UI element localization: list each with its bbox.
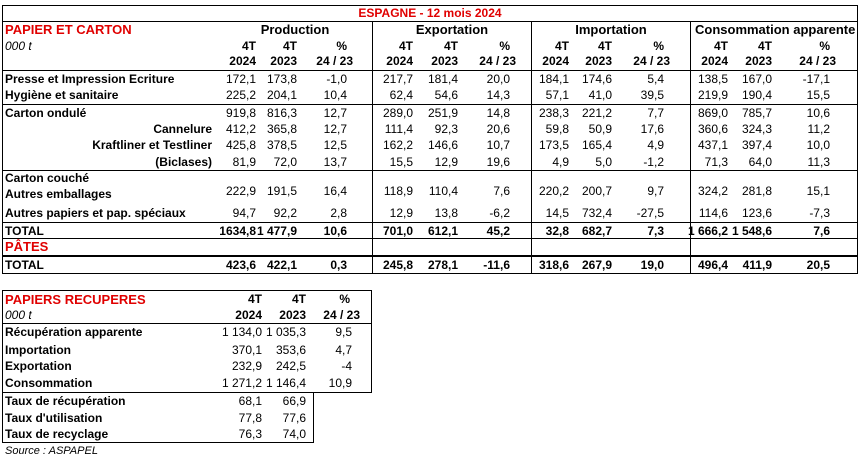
cell-value: 10,4 bbox=[323, 88, 347, 102]
cell-value: 41,0 bbox=[588, 88, 612, 102]
cell-value: 360,6 bbox=[697, 122, 728, 136]
cell-value: -1,2 bbox=[643, 155, 664, 169]
col-head-4t: 4T bbox=[597, 39, 612, 53]
recup-cell-value: 1 134,0 bbox=[221, 325, 262, 339]
cell-value: 217,7 bbox=[382, 72, 413, 86]
cell-value: 173,8 bbox=[266, 72, 297, 86]
recup-mid-border bbox=[2, 392, 371, 393]
total-value: 1 548,6 bbox=[731, 224, 772, 238]
total-value: 682,7 bbox=[581, 224, 612, 238]
cell-value: 365,8 bbox=[266, 122, 297, 136]
table-right-border bbox=[857, 5, 858, 273]
recup-left-border bbox=[2, 290, 3, 443]
recup-head-year-2023: 2023 bbox=[279, 308, 306, 322]
row-label-secondary: Autres emballages bbox=[5, 187, 112, 201]
cell-value: 221,2 bbox=[581, 106, 612, 120]
taux-cell-value: 66,9 bbox=[282, 394, 306, 408]
cell-value: 123,6 bbox=[741, 206, 772, 220]
recup-cell-value: -4 bbox=[341, 359, 352, 373]
row-separator bbox=[2, 104, 857, 105]
cell-value: 62,4 bbox=[389, 88, 413, 102]
row-label: Autres papiers et pap. spéciaux bbox=[5, 206, 186, 220]
cell-value: 81,9 bbox=[232, 155, 256, 169]
col-head-4t: 4T bbox=[282, 39, 297, 53]
col-head-year-2023: 2023 bbox=[431, 54, 458, 68]
total-value: 7,3 bbox=[647, 224, 664, 238]
cell-value: 92,3 bbox=[434, 122, 458, 136]
cell-value: 14,8 bbox=[486, 106, 510, 120]
row-separator bbox=[2, 170, 857, 171]
cell-value: 4,9 bbox=[552, 155, 569, 169]
pates-separator bbox=[2, 255, 857, 257]
cell-value: 20,6 bbox=[486, 122, 510, 136]
cell-value: 110,4 bbox=[428, 184, 458, 198]
recup-row-label: Récupération apparente bbox=[5, 325, 143, 339]
cell-value: 138,5 bbox=[697, 72, 728, 86]
recup-row-label: Exportation bbox=[5, 359, 72, 373]
cell-value: 219,9 bbox=[697, 88, 728, 102]
pates-total-value: -11,6 bbox=[483, 258, 510, 272]
total-value: 32,8 bbox=[545, 224, 569, 238]
pates-title: PÂTES bbox=[5, 239, 49, 254]
cell-value: 13,7 bbox=[323, 155, 347, 169]
cell-value: 59,8 bbox=[545, 122, 569, 136]
taux-row-label: Taux d'utilisation bbox=[5, 411, 103, 425]
pates-total-value: 423,6 bbox=[225, 258, 256, 272]
unit-label: 000 t bbox=[5, 39, 32, 53]
cell-value: 5,4 bbox=[647, 72, 664, 86]
cell-value: 220,2 bbox=[538, 184, 569, 198]
taux-right-border bbox=[313, 392, 314, 443]
cell-value: 190,4 bbox=[741, 88, 772, 102]
source-note: Source : ASPAPEL bbox=[5, 445, 98, 457]
cell-value: 165,4 bbox=[581, 138, 612, 152]
pates-total-value: 411,9 bbox=[742, 258, 772, 272]
pates-total-value: 20,5 bbox=[806, 258, 830, 272]
row-label: (Biclases) bbox=[155, 155, 212, 169]
recup-row-label: Consommation bbox=[5, 376, 93, 390]
section-title: PAPIER ET CARTON bbox=[5, 22, 132, 37]
cell-value: 397,4 bbox=[741, 138, 772, 152]
cell-value: 54,6 bbox=[434, 88, 458, 102]
cell-value: 11,2 bbox=[807, 122, 830, 136]
col-head-year-2023: 2023 bbox=[745, 54, 772, 68]
col-head-ratio: 24 / 23 bbox=[633, 54, 670, 68]
recup-cell-value: 9,5 bbox=[335, 325, 352, 339]
cell-value: 200,7 bbox=[581, 184, 612, 198]
recup-cell-value: 1 146,4 bbox=[265, 376, 306, 390]
cell-value: 12,5 bbox=[323, 138, 347, 152]
taux-row-label: Taux de recyclage bbox=[5, 427, 109, 441]
cell-value: 15,5 bbox=[806, 88, 830, 102]
total-value: 1 477,9 bbox=[256, 224, 297, 238]
recup-unit: 000 t bbox=[5, 308, 32, 322]
total-value: 7,6 bbox=[813, 224, 830, 238]
col-head-year-2023: 2023 bbox=[270, 54, 297, 68]
col-head-4t: 4T bbox=[443, 39, 458, 53]
col-head-4t: 4T bbox=[757, 39, 772, 53]
cell-value: 437,1 bbox=[697, 138, 728, 152]
pates-total-value: 422,1 bbox=[266, 258, 297, 272]
col-head-pct: % bbox=[653, 39, 664, 53]
cell-value: 15,1 bbox=[806, 184, 830, 198]
cell-value: 324,3 bbox=[741, 122, 772, 136]
cell-value: 146,6 bbox=[427, 138, 458, 152]
cell-value: 225,2 bbox=[225, 88, 256, 102]
pates-total-value: 318,6 bbox=[538, 258, 569, 272]
recup-head-ratio: 24 / 23 bbox=[323, 308, 360, 322]
total-value: 45,2 bbox=[486, 224, 510, 238]
cell-value: 14,5 bbox=[545, 206, 569, 220]
cell-value: 173,5 bbox=[538, 138, 569, 152]
cell-value: 20,0 bbox=[486, 72, 510, 86]
cell-value: 378,5 bbox=[266, 138, 297, 152]
col-head-4t: 4T bbox=[713, 39, 728, 53]
cell-value: 7,6 bbox=[493, 184, 510, 198]
cell-value: 64,0 bbox=[748, 155, 772, 169]
cell-value: 181,4 bbox=[427, 72, 458, 86]
recup-cell-value: 4,7 bbox=[335, 343, 352, 357]
cell-value: 10,0 bbox=[806, 138, 830, 152]
cell-value: 172,1 bbox=[225, 72, 256, 86]
row-label: Carton couché bbox=[5, 171, 90, 185]
cell-value: 50,9 bbox=[588, 122, 612, 136]
cell-value: 162,2 bbox=[382, 138, 413, 152]
col-head-4t: 4T bbox=[554, 39, 569, 53]
header-bottom-line bbox=[2, 70, 857, 71]
cell-value: -7,3 bbox=[809, 206, 830, 220]
pates-total-value: 267,9 bbox=[581, 258, 612, 272]
cell-value: 4,9 bbox=[647, 138, 664, 152]
taux-bottom-border bbox=[2, 442, 314, 443]
cell-value: 19,6 bbox=[486, 155, 510, 169]
cell-value: 425,8 bbox=[225, 138, 256, 152]
recup-title: PAPIERS RECUPERES bbox=[5, 292, 146, 307]
recup-cell-value: 370,1 bbox=[231, 343, 262, 357]
cell-value: 57,1 bbox=[545, 88, 569, 102]
cell-value: 10,6 bbox=[806, 106, 830, 120]
cell-value: 204,1 bbox=[266, 88, 297, 102]
col-head-year-2024: 2024 bbox=[386, 54, 413, 68]
cell-value: 92,2 bbox=[273, 206, 297, 220]
cell-value: 184,1 bbox=[538, 72, 569, 86]
col-head-year-2024: 2024 bbox=[542, 54, 569, 68]
total-value: 701,0 bbox=[382, 224, 413, 238]
cell-value: 11,3 bbox=[807, 155, 830, 169]
row-label: Presse et Impression Ecriture bbox=[5, 72, 175, 86]
recup-top-border bbox=[2, 290, 371, 291]
group-header: Exportation bbox=[415, 22, 489, 37]
total-top-line bbox=[2, 222, 857, 223]
cell-value: -27,5 bbox=[636, 206, 664, 220]
col-head-pct: % bbox=[499, 39, 510, 53]
row-label: Carton ondulé bbox=[5, 106, 87, 120]
col-head-ratio: 24 / 23 bbox=[316, 54, 353, 68]
recup-cell-value: 242,5 bbox=[275, 359, 306, 373]
recup-head-4t: 4T bbox=[247, 292, 262, 306]
cell-value: 16,4 bbox=[323, 184, 347, 198]
total-value: 1634,8 bbox=[219, 224, 256, 238]
recup-head-4t: 4T bbox=[291, 292, 306, 306]
cell-value: 324,2 bbox=[697, 184, 728, 198]
cell-value: 94,7 bbox=[232, 206, 256, 220]
col-head-ratio: 24 / 23 bbox=[799, 54, 836, 68]
cell-value: 12,9 bbox=[434, 155, 458, 169]
col-head-pct: % bbox=[336, 39, 347, 53]
group-header: Consommation apparente bbox=[695, 22, 856, 37]
col-head-year-2024: 2024 bbox=[229, 54, 256, 68]
col-head-pct: % bbox=[819, 39, 830, 53]
taux-cell-value: 74,0 bbox=[282, 427, 306, 441]
recup-cell-value: 353,6 bbox=[275, 343, 306, 357]
cell-value: 9,7 bbox=[647, 184, 664, 198]
pates-total-value: 278,1 bbox=[427, 258, 458, 272]
row-label: Hygiène et sanitaire bbox=[5, 88, 119, 102]
total-bottom-line bbox=[2, 238, 857, 239]
total-label: TOTAL bbox=[5, 224, 44, 238]
recup-head-year-2024: 2024 bbox=[235, 308, 262, 322]
taux-cell-value: 77,8 bbox=[238, 411, 262, 425]
cell-value: 17,6 bbox=[640, 122, 664, 136]
cell-value: 174,6 bbox=[581, 72, 612, 86]
recup-row-label: Importation bbox=[5, 343, 71, 357]
row-label: Kraftliner et Testliner bbox=[92, 138, 212, 152]
cell-value: 39,5 bbox=[640, 88, 664, 102]
taux-cell-value: 77,6 bbox=[282, 411, 306, 425]
taux-row-label: Taux de récupération bbox=[5, 394, 126, 408]
cell-value: 5,0 bbox=[595, 155, 612, 169]
cell-value: -6,2 bbox=[489, 206, 510, 220]
cell-value: 222,9 bbox=[225, 184, 256, 198]
total-value: 1 666,2 bbox=[687, 224, 728, 238]
cell-value: 118,9 bbox=[383, 184, 413, 198]
pates-total-value: 245,8 bbox=[382, 258, 413, 272]
total-value: 612,1 bbox=[427, 224, 458, 238]
cell-value: 919,8 bbox=[225, 106, 256, 120]
page-title: ESPAGNE - 12 mois 2024 bbox=[358, 6, 502, 20]
group-header: Importation bbox=[575, 22, 647, 37]
col-head-year-2023: 2023 bbox=[585, 54, 612, 68]
cell-value: 12,7 bbox=[323, 106, 347, 120]
recup-cell-value: 232,9 bbox=[231, 359, 262, 373]
recup-head-pct: % bbox=[339, 292, 350, 306]
cell-value: 251,9 bbox=[427, 106, 458, 120]
cell-value: 732,4 bbox=[581, 206, 612, 220]
cell-value: 7,7 bbox=[647, 106, 664, 120]
cell-value: 2,8 bbox=[330, 206, 347, 220]
taux-cell-value: 68,1 bbox=[238, 394, 262, 408]
pates-total-label: TOTAL bbox=[5, 258, 44, 272]
cell-value: 281,8 bbox=[741, 184, 772, 198]
recup-cell-value: 1 035,3 bbox=[265, 325, 306, 339]
col-head-ratio: 24 / 23 bbox=[479, 54, 516, 68]
cell-value: 114,6 bbox=[698, 206, 728, 220]
cell-value: 111,4 bbox=[384, 122, 413, 136]
recup-right-border bbox=[371, 290, 372, 393]
cell-value: 10,7 bbox=[486, 138, 510, 152]
cell-value: 12,7 bbox=[323, 122, 347, 136]
cell-value: 289,0 bbox=[382, 106, 413, 120]
cell-value: 869,0 bbox=[697, 106, 728, 120]
col-head-4t: 4T bbox=[241, 39, 256, 53]
total-value: 10,6 bbox=[323, 224, 347, 238]
col-head-year-2024: 2024 bbox=[701, 54, 728, 68]
table-bottom-border bbox=[2, 273, 858, 274]
cell-value: 13,8 bbox=[434, 206, 458, 220]
pates-total-value: 0,3 bbox=[330, 258, 347, 272]
cell-value: 412,2 bbox=[225, 122, 256, 136]
taux-cell-value: 76,3 bbox=[238, 427, 262, 441]
row-label: Cannelure bbox=[153, 122, 212, 136]
recup-cell-value: 10,9 bbox=[328, 376, 352, 390]
cell-value: 15,5 bbox=[389, 155, 413, 169]
cell-value: -17,1 bbox=[802, 72, 830, 86]
cell-value: 785,7 bbox=[741, 106, 772, 120]
cell-value: 72,0 bbox=[273, 155, 297, 169]
cell-value: 71,3 bbox=[704, 155, 728, 169]
col-head-4t: 4T bbox=[398, 39, 413, 53]
cell-value: 238,3 bbox=[538, 106, 569, 120]
cell-value: 12,9 bbox=[389, 206, 413, 220]
group-header: Production bbox=[260, 22, 330, 37]
cell-value: -1,0 bbox=[326, 72, 347, 86]
cell-value: 167,0 bbox=[741, 72, 772, 86]
recup-header-line bbox=[2, 323, 371, 324]
pates-total-value: 496,4 bbox=[697, 258, 728, 272]
recup-cell-value: 1 271,2 bbox=[221, 376, 262, 390]
cell-value: 14,3 bbox=[486, 88, 510, 102]
cell-value: 191,5 bbox=[266, 184, 297, 198]
cell-value: 816,3 bbox=[266, 106, 297, 120]
pates-total-value: 19,0 bbox=[640, 258, 664, 272]
